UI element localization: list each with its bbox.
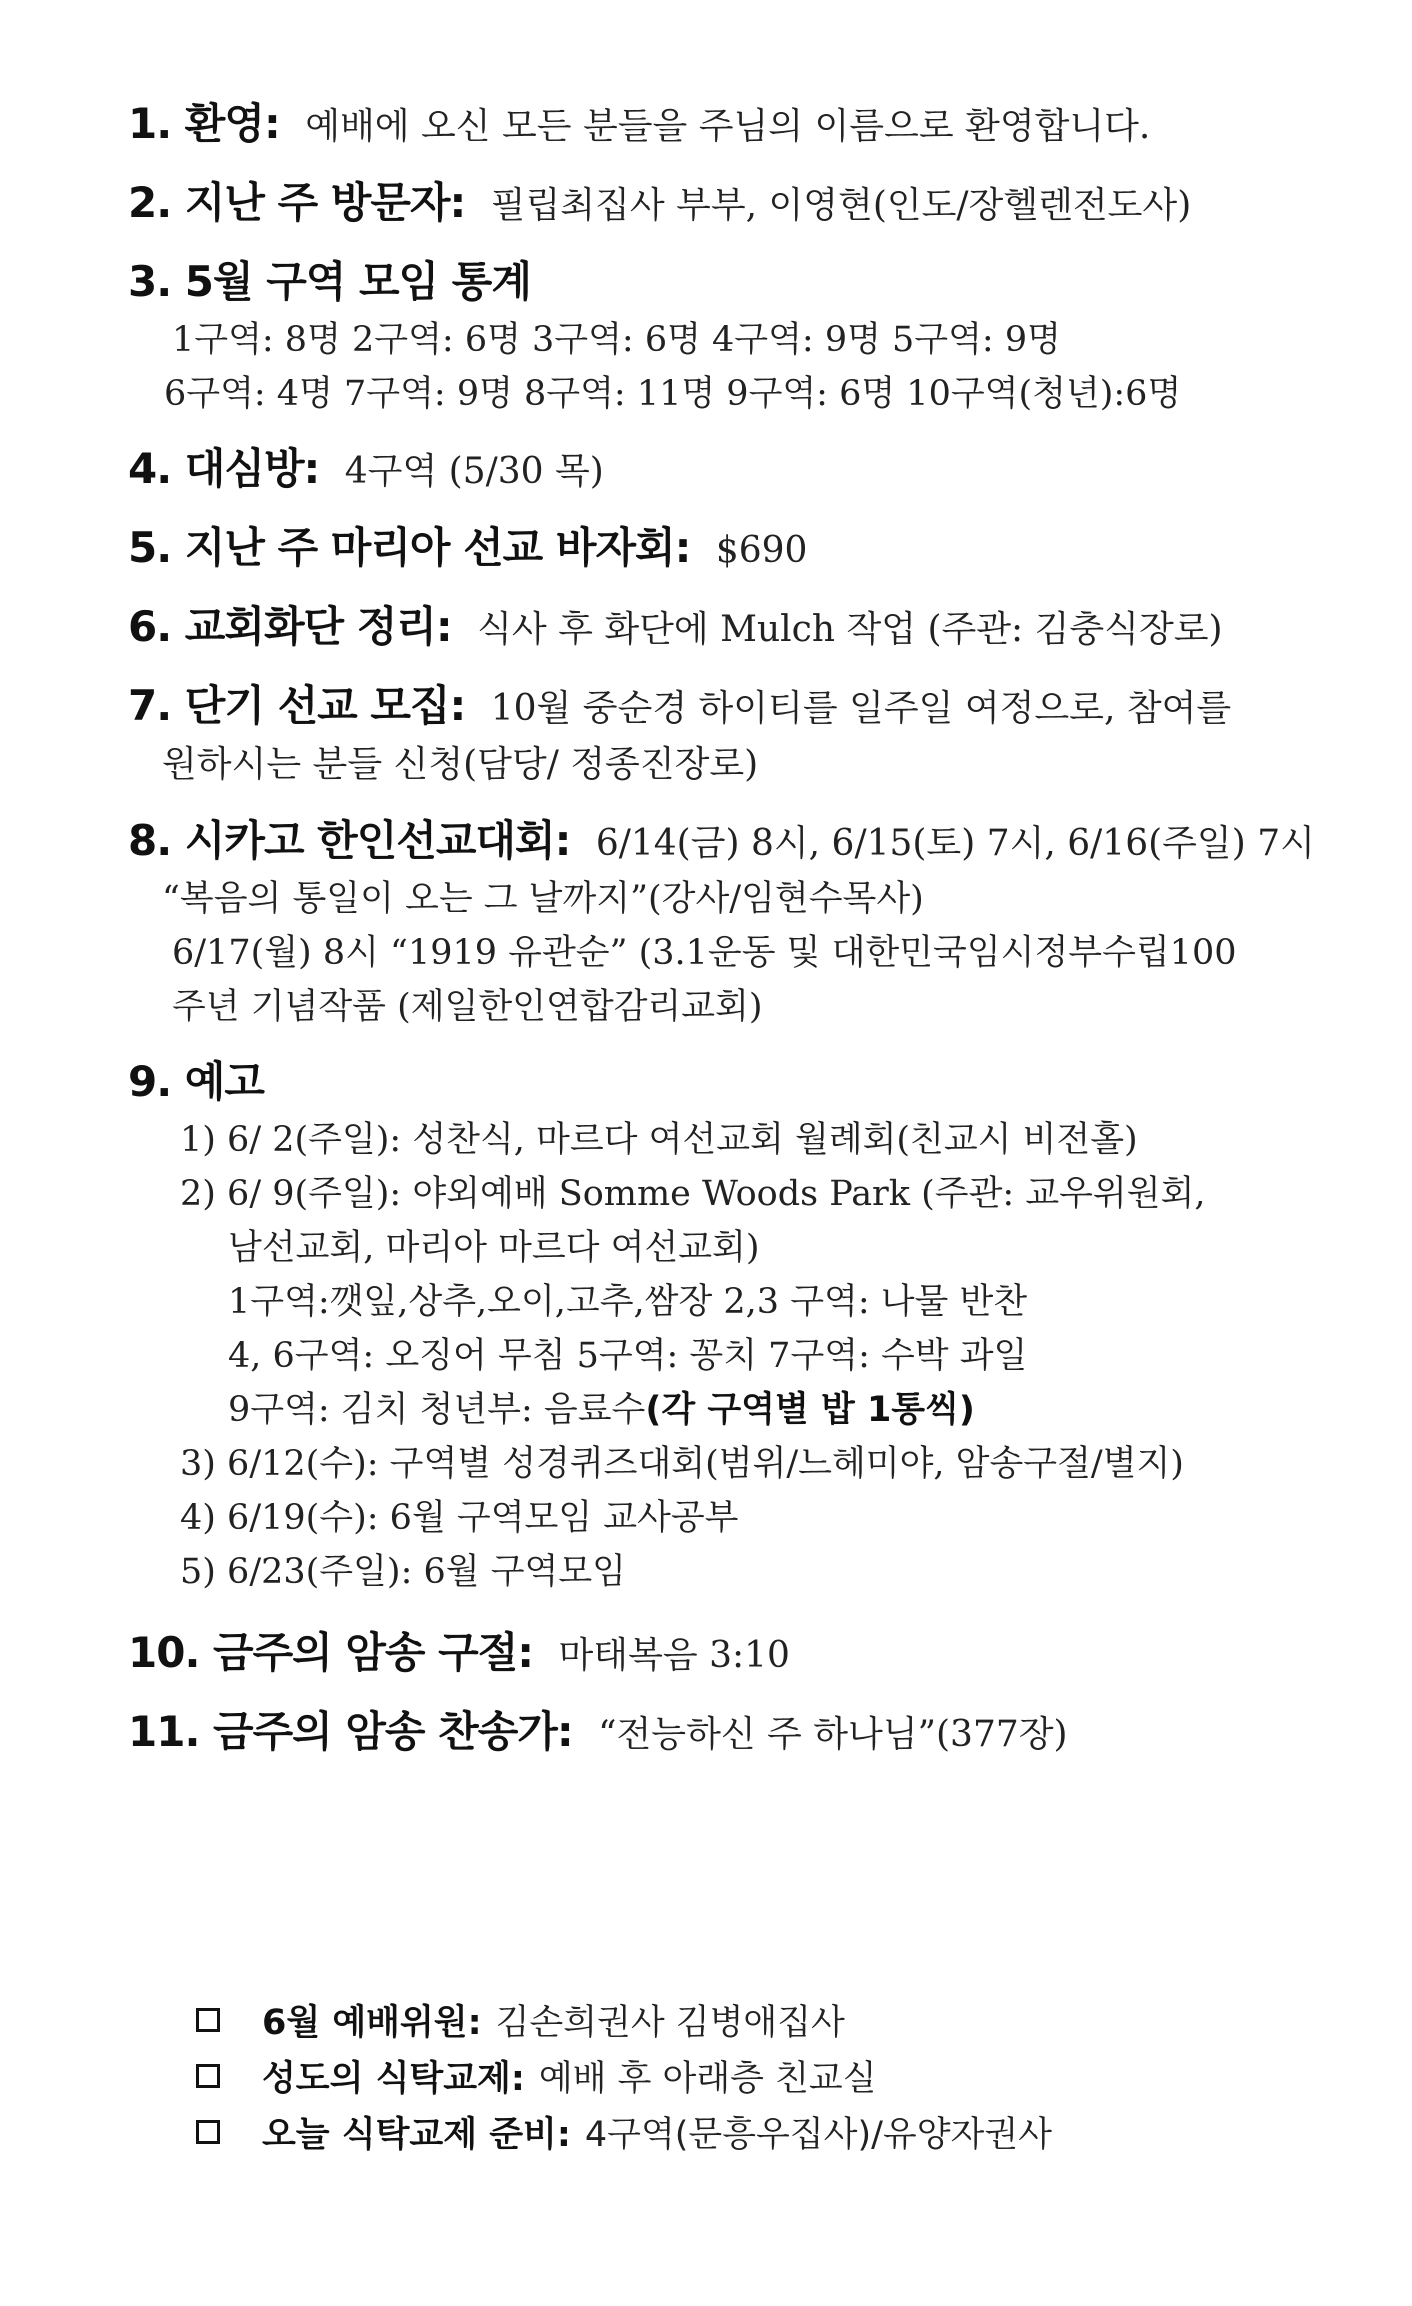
announcement-bazaar xyxy=(128,520,1368,579)
announcement-memory-hymn xyxy=(128,1704,1368,1763)
upcoming-line: 4, 6구역: 오징어 무침 5구역: 꽁치 7구역: 수박 과일 xyxy=(228,1336,1028,1376)
item-heading: 3. 5월 구역 모임 통계 xyxy=(128,257,531,306)
item-heading: 8. 시카고 한인선교대회: xyxy=(128,816,571,865)
item-text: 6/14(금) 8시, 6/15(토) 7시, 6/16(주일) 7시 xyxy=(595,823,1315,864)
duty-checklist xyxy=(196,1992,1296,2160)
item-text: “전능하신 주 하나님”(377장) xyxy=(598,1714,1068,1755)
upcoming-line: 남선교회, 마리아 마르다 여선교회) xyxy=(228,1228,760,1268)
stats-line: 1구역: 8명 2구역: 6명 3구역: 6명 4구역: 9명 5구역: 9명 xyxy=(172,320,1061,360)
announcement-upcoming xyxy=(128,1054,1368,1599)
upcoming-line: 1구역:깻잎,상추,오이,고추,쌈장 2,3 구역: 나물 반찬 xyxy=(228,1282,1028,1322)
announcement-group-stats xyxy=(128,254,1368,421)
checklist-item-worship-committee xyxy=(196,1992,1296,2048)
upcoming-line: 5) 6/23(주일): 6월 구역모임 xyxy=(180,1552,626,1592)
item-heading: 10. 금주의 암송 구절: xyxy=(128,1628,534,1677)
item-heading: 5. 지난 주 마리아 선교 바자회: xyxy=(128,523,691,572)
announcement-garden xyxy=(128,599,1368,658)
checkbox-icon xyxy=(196,2008,220,2032)
item-text: 식사 후 화단에 Mulch 작업 (주관: 김충식장로) xyxy=(477,609,1223,650)
upcoming-line: 4) 6/19(수): 6월 구역모임 교사공부 xyxy=(180,1498,739,1538)
upcoming-line: 3) 6/12(수): 구역별 성경퀴즈대회(범위/느헤미야, 암송구절/별지) xyxy=(180,1444,1184,1484)
rice-note: (각 구역별 밥 1통씩) xyxy=(645,1390,975,1430)
item-text-cont: 원하시는 분들 신청(담당/ 정종진장로) xyxy=(162,744,759,785)
checklist-item-fellowship xyxy=(196,2048,1296,2104)
checklist-label: 성도의 식탁교제: xyxy=(262,2059,525,2099)
item-heading: 6. 교회화단 정리: xyxy=(128,602,452,651)
item-heading: 7. 단기 선교 모집: xyxy=(128,681,466,730)
announcement-visitors xyxy=(128,175,1368,234)
announcement-memory-verse xyxy=(128,1625,1368,1684)
stats-line: 6구역: 4명 7구역: 9명 8구역: 11명 9구역: 6명 10구역(청년):6명 xyxy=(164,374,1182,414)
item-heading: 2. 지난 주 방문자: xyxy=(128,178,466,227)
item-text: 예배에 오신 모든 분들을 주님의 이름으로 환영합니다. xyxy=(305,106,1151,147)
checklist-text: 예배 후 아래층 친교실 xyxy=(538,2059,877,2099)
item-text: $690 xyxy=(715,530,808,571)
upcoming-line: 1) 6/ 2(주일): 성찬식, 마르다 여선교회 월례회(친교시 비전홀) xyxy=(180,1120,1138,1160)
announcement-welcome xyxy=(128,96,1368,155)
upcoming-line: 2) 6/ 9(주일): 야외예배 Somme Woods Park (주관: 교우위원회, xyxy=(180,1174,1206,1214)
item-text: 4구역 (5/30 목) xyxy=(344,451,604,492)
checklist-text: 4구역(문흥우집사)/유양자권사 xyxy=(584,2115,1052,2155)
item-heading: 9. 예고 xyxy=(128,1057,264,1106)
announcements-list xyxy=(128,96,1368,1763)
checkbox-icon xyxy=(196,2120,220,2144)
item-text: 필립최집사 부부, 이영현(인도/장헬렌전도사) xyxy=(490,185,1192,226)
item-text-cont: 주년 기념작품 (제일한인연합감리교회) xyxy=(172,987,763,1027)
item-heading: 4. 대심방: xyxy=(128,444,320,493)
item-text: 마태복음 3:10 xyxy=(558,1635,790,1676)
checklist-text: 김손희권사 김병애집사 xyxy=(495,2003,845,2043)
item-heading: 1. 환영: xyxy=(128,99,280,148)
announcement-mission-conference xyxy=(128,813,1368,1034)
item-heading: 11. 금주의 암송 찬송가: xyxy=(128,1707,573,1756)
checkbox-icon xyxy=(196,2064,220,2088)
upcoming-line: 9구역: 김치 청년부: 음료수 xyxy=(228,1390,646,1430)
announcement-visitation xyxy=(128,441,1368,500)
item-text: 10월 중순경 하이티를 일주일 여정으로, 참여를 xyxy=(490,688,1232,729)
checklist-label: 6월 예배위원: xyxy=(262,2003,482,2043)
checklist-item-meal-prep xyxy=(196,2104,1296,2160)
item-text-cont: 6/17(월) 8시 “1919 유관순” (3.1운동 및 대한민국임시정부수립100 xyxy=(172,933,1237,973)
item-text-cont: “복음의 통일이 오는 그 날까지”(강사/임현수목사) xyxy=(162,879,924,919)
checklist-label: 오늘 식탁교제 준비: xyxy=(262,2115,571,2155)
announcement-mission-trip xyxy=(128,678,1368,793)
